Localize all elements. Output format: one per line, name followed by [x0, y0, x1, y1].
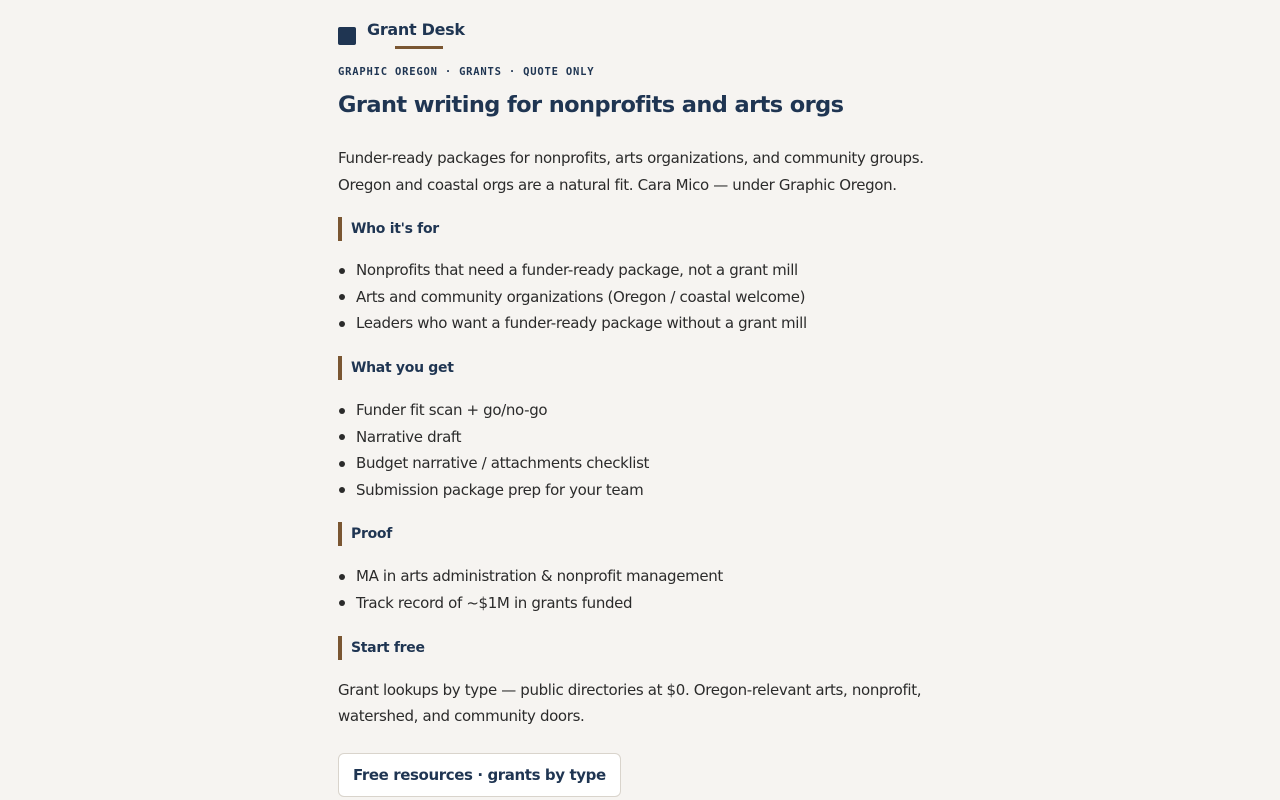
brand-underline: [395, 46, 443, 49]
page-title: Grant writing for nonprofits and arts orgs: [338, 92, 844, 118]
list-item: Nonprofits that need a funder-ready package, not a grant mill: [338, 257, 938, 284]
free-resources-button[interactable]: Free resources · grants by type: [338, 753, 621, 797]
eyebrow-breadcrumb: GRAPHIC OREGON · GRANTS · QUOTE ONLY: [338, 66, 595, 78]
list-item: Leaders who want a funder-ready package without a grant mill: [338, 310, 938, 337]
list-item: Track record of ~$1M in grants funded: [338, 590, 938, 617]
section-heading-start-free: Start free: [338, 636, 425, 660]
section-heading-who: Who it's for: [338, 217, 439, 241]
square-logo-icon: [338, 27, 356, 45]
section-heading-what: What you get: [338, 356, 454, 380]
section-heading-proof: Proof: [338, 522, 392, 546]
who-list: [338, 257, 938, 337]
list-item: Funder fit scan + go/no-go: [338, 397, 938, 424]
list-item: Budget narrative / attachments checklist: [338, 450, 938, 477]
brand[interactable]: [338, 20, 465, 45]
intro-paragraph: Funder-ready packages for nonprofits, arts organizations, and community groups. Oregon and coastal orgs are a natural fit. Cara Mico — under Graphic Oregon.: [338, 149, 924, 194]
list-item: Narrative draft: [338, 424, 938, 451]
proof-list: [338, 563, 938, 616]
start-free-paragraph: Grant lookups by type — public directories at $0. Oregon-relevant arts, nonprofit, watershed, and community doors.: [338, 681, 922, 725]
list-item: Submission package prep for your team: [338, 477, 938, 504]
brand-name[interactable]: Grant Desk: [367, 20, 465, 39]
what-list: [338, 397, 938, 503]
list-item: Arts and community organizations (Oregon / coastal welcome): [338, 284, 938, 311]
list-item: MA in arts administration & nonprofit management: [338, 563, 938, 590]
